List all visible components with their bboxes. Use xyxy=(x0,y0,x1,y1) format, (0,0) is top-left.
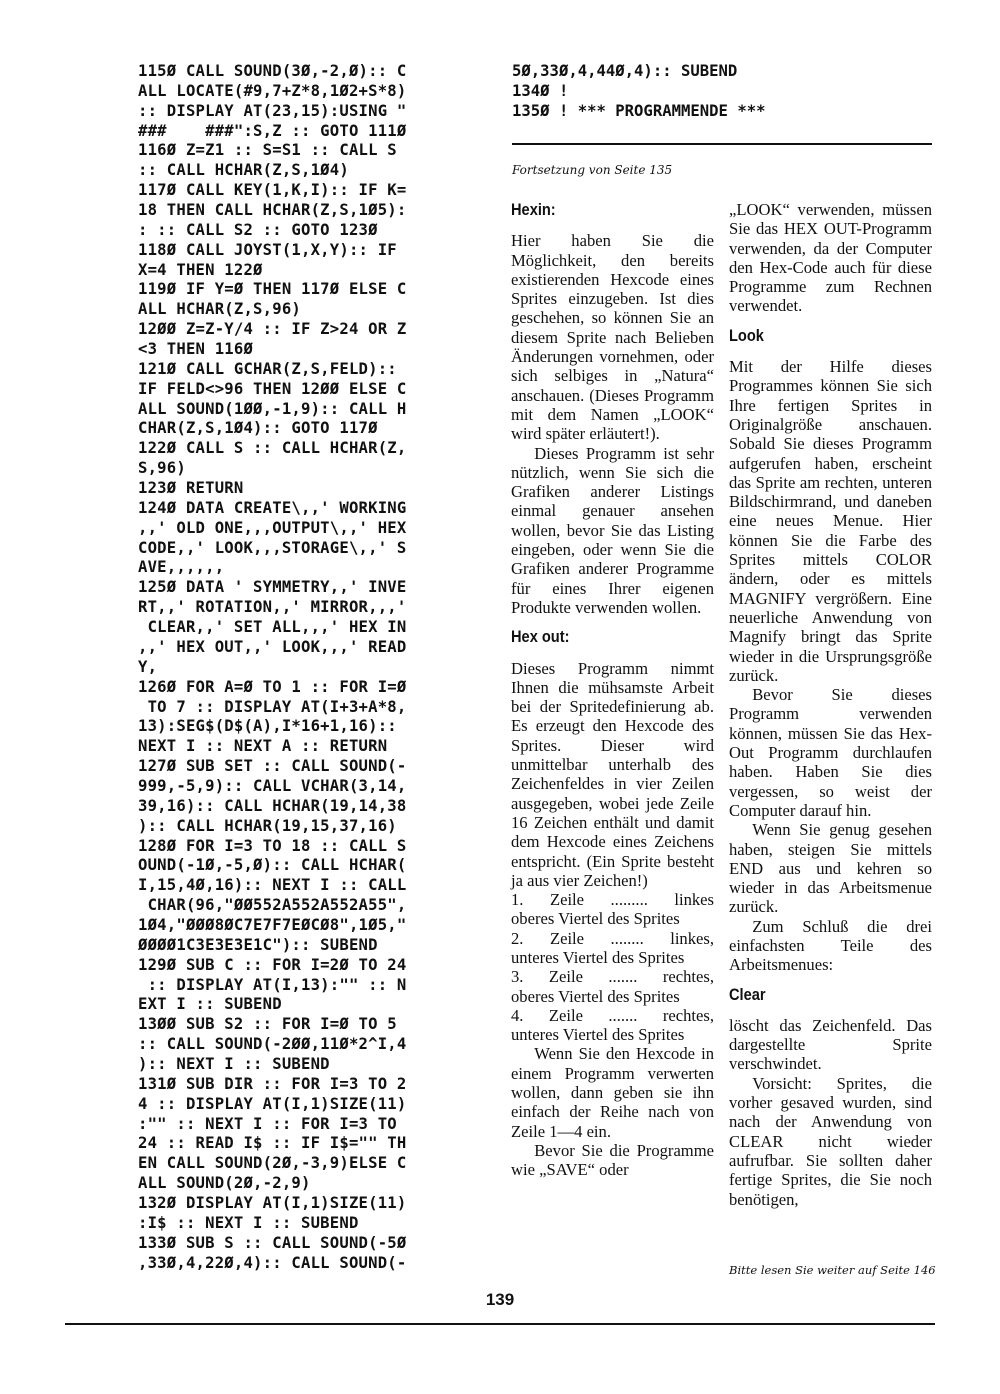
code-line: TO 7 :: DISPLAY AT(I+3+A*8, xyxy=(138,697,407,716)
code-line: :: CALL HCHAR(Z,S,1Ø4) xyxy=(138,161,349,180)
code-line: ØØØØ1C3E3E3E1C"):: SUBEND xyxy=(138,935,378,954)
code-line: 1Ø4,"ØØØ8ØC7E7F7EØCØ8",1Ø5," xyxy=(138,915,407,934)
paragraph: Wenn Sie genug gesehen haben, steigen Sie mittels END aus und kehren so wieder in das Arbeitsmenue zurück. xyxy=(729,820,932,917)
code-line: 116Ø Z=Z1 :: S=S1 :: CALL S xyxy=(138,141,397,160)
list-item: 4. Zeile ....... rechtes, xyxy=(511,1005,714,1025)
article-left-column xyxy=(511,200,714,1180)
code-line: 13):SEG$(D$(A),I*16+1,16):: xyxy=(138,717,397,736)
paragraph: Mit der Hilfe dieses Programmes können Sie sich Ihre fertigen Sprites in Originalgröße anschauen. Sobald Sie dieses Programm aufgerufen haben, erscheint das Sprite am rechten, unteren Bildschirmrand, und daneben eine neues Menue. Hier können Sie die Farbe des Sprites mittels COLOR ändern, oder es mittels MAGNIFY vergrößern. Eine neuerliche Anwendung von Magnify bringt das Sprite wieder in die Ursprungsgröße zurück. xyxy=(729,357,932,685)
section-heading-look: Look xyxy=(729,325,764,345)
code-line: 999,-5,9):: CALL VCHAR(3,14, xyxy=(138,776,407,795)
code-line: EXT I :: SUBEND xyxy=(138,995,282,1014)
code-line: 127Ø SUB SET :: CALL SOUND(- xyxy=(138,757,407,776)
code-line: 5Ø,33Ø,4,44Ø,4):: SUBEND xyxy=(512,62,738,80)
code-line: 115Ø CALL SOUND(3Ø,-2,Ø):: C xyxy=(138,62,407,80)
article-right-column xyxy=(729,200,932,1209)
code-line: 133Ø SUB S :: CALL SOUND(-5Ø xyxy=(138,1233,407,1252)
code-line: EN CALL SOUND(2Ø,-3,9)ELSE C xyxy=(138,1154,407,1173)
code-line: Y, xyxy=(138,657,158,676)
paragraph: Wenn Sie den Hexcode in einem Programm verwerten wollen, dann geben sie ihn einfach der Reihe nach von Zeile 1—4 ein. xyxy=(511,1044,714,1141)
zeilen-list xyxy=(511,890,714,1044)
code-line: ):: CALL HCHAR(19,15,37,16) xyxy=(138,816,397,835)
list-item: 2. Zeile ........ linkes, xyxy=(511,928,714,948)
page-number: 139 xyxy=(485,1290,515,1309)
code-line: ,33Ø,4,22Ø,4):: CALL SOUND(- xyxy=(138,1253,407,1272)
code-line: ALL SOUND(1ØØ,-1,9):: CALL H xyxy=(138,399,407,418)
code-line: ### ###":S,Z :: GOTO 111Ø xyxy=(138,121,407,140)
list-item-desc: unteres Viertel des Sprites xyxy=(511,947,685,967)
list-item-desc: oberes Viertel des Sprites xyxy=(511,986,680,1006)
code-line: S,96) xyxy=(138,459,186,478)
code-line: ALL LOCATE(#9,7+Z*8,1Ø2+S*8) xyxy=(138,81,407,100)
code-line: 135Ø ! *** PROGRAMMENDE *** xyxy=(512,101,766,120)
section-heading-hexin: Hexin: xyxy=(511,200,556,219)
code-line: ALL HCHAR(Z,S,96) xyxy=(138,300,301,319)
code-line: 131Ø SUB DIR :: FOR I=3 TO 2 xyxy=(138,1074,407,1093)
section-heading-hex-out: Hex out: xyxy=(511,627,570,647)
paragraph: Bevor Sie dieses Programm verwenden können, müssen Sie das Hex-Out Programm durchlaufen haben. Haben Sie dies vergessen, so weist der Computer darauf hin. xyxy=(729,685,932,820)
code-line: 128Ø FOR I=3 TO 18 :: CALL S xyxy=(138,836,407,855)
code-line: 117Ø CALL KEY(1,K,I):: IF K= xyxy=(138,181,407,200)
code-line: 118Ø CALL JOYST(1,X,Y):: IF xyxy=(138,240,397,259)
code-line: 39,16):: CALL HCHAR(19,14,38 xyxy=(138,796,407,815)
code-line: CLEAR,,' SET ALL,,,' HEX IN xyxy=(138,618,407,637)
code-line: : :: CALL S2 :: GOTO 123Ø xyxy=(138,220,378,239)
code-line: ,,' OLD ONE,,,OUTPUT\,,' HEX xyxy=(138,518,407,537)
code-line: 126Ø FOR A=Ø TO 1 :: FOR I=Ø xyxy=(138,677,407,696)
code-line: I,15,4Ø,16):: NEXT I :: CALL xyxy=(138,876,407,895)
code-line: 129Ø SUB C :: FOR I=2Ø TO 24 xyxy=(138,955,407,974)
code-line: CHAR(Z,S,1Ø4):: GOTO 117Ø xyxy=(138,419,378,438)
code-line: :: DISPLAY AT(I,13):"" :: N xyxy=(138,975,407,994)
code-line: RT,,' ROTATION,,' MIRROR,,,' xyxy=(138,598,407,617)
code-line: OUND(-1Ø,-5,Ø):: CALL HCHAR( xyxy=(138,856,407,875)
code-line: 24 :: READ I$ :: IF I$="" TH xyxy=(138,1134,407,1153)
code-line: 122Ø CALL S :: CALL HCHAR(Z, xyxy=(138,439,407,458)
code-line: :"" :: NEXT I :: FOR I=3 TO xyxy=(138,1114,397,1133)
code-line: 134Ø ! xyxy=(512,81,569,100)
code-line: 12ØØ Z=Z-Y/4 :: IF Z>24 OR Z xyxy=(138,320,407,339)
code-line: 4 :: DISPLAY AT(I,1)SIZE(11) xyxy=(138,1094,407,1113)
code-line: ALL SOUND(2Ø,-2,9) xyxy=(138,1174,311,1193)
code-line: CODE,,' LOOK,,,STORAGE\,,' S xyxy=(138,538,407,557)
code-line: 13ØØ SUB S2 :: FOR I=Ø TO 5 xyxy=(138,1015,397,1034)
code-line: X=4 THEN 122Ø xyxy=(138,260,263,279)
paragraph: Dieses Programm ist sehr nützlich, wenn Sie sich die Grafiken anderer Listings einmal genauer ansehen wollen, bevor Sie das Listing eingeben, oder wenn Sie die Grafiken anderer Programme für eines Ihrer eigenen Produkte verwenden wollen. xyxy=(511,443,714,617)
separator-rule xyxy=(512,143,932,145)
continued-on-note: Bitte lesen Sie weiter auf Seite 146 xyxy=(729,1263,936,1277)
code-line: 18 THEN CALL HCHAR(Z,S,1Ø5): xyxy=(138,201,407,220)
list-item-desc: oberes Viertel des Sprites xyxy=(511,909,680,929)
code-line: ,,' HEX OUT,,' LOOK,,,' READ xyxy=(138,637,407,656)
code-line: NEXT I :: NEXT A :: RETURN xyxy=(138,737,388,756)
paragraph: löscht das Zeichenfeld. Das dargestellte Sprite verschwindet. xyxy=(729,1015,932,1074)
basic-listing xyxy=(138,62,484,1273)
code-line: ):: NEXT I :: SUBEND xyxy=(138,1054,330,1073)
paragraph: „LOOK“ verwenden, müssen Sie das HEX OUT-Programm verwenden, da der Computer den Hex-Code auch für diese Programme zum Rechnen verwendet. xyxy=(729,200,932,316)
code-line: CHAR(96,"ØØ552A552A552A55", xyxy=(138,896,407,915)
paragraph: Dieses Programm nimmt Ihnen die mühsamste Arbeit bei der Spritedefinierung ab. Es erzeugt den Hexcode des Sprites. Dieser wird unmittelbar unterhalb des Zeichenfeldes in vier Zeilen ausgegeben, wobei jede Zeile 16 Zeichen enthält und damit dem Hexcode eines Zeichens entspricht. (Ein Sprite besteht ja aus vier Zeichen!) xyxy=(511,658,714,890)
paragraph: Zum Schluß die drei einfachsten Teile des Arbeitsmenues: xyxy=(729,916,932,975)
basic-listing-continuation xyxy=(512,62,932,122)
code-line: 132Ø DISPLAY AT(I,1)SIZE(11) xyxy=(138,1193,407,1212)
code-line: :: DISPLAY AT(23,15):USING " xyxy=(138,101,407,120)
section-heading-clear: Clear xyxy=(729,984,766,1004)
code-line: IF FELD<>96 THEN 12ØØ ELSE C xyxy=(138,379,407,398)
code-line: :I$ :: NEXT I :: SUBEND xyxy=(138,1213,359,1232)
code-line: 123Ø RETURN xyxy=(138,479,244,498)
continuation-note: Fortsetzung von Seite 135 xyxy=(512,163,673,177)
list-item: 3. Zeile ....... rechtes, xyxy=(511,967,714,987)
code-line: 121Ø CALL GCHAR(Z,S,FELD):: xyxy=(138,359,397,378)
paragraph: Bevor Sie die Programme wie „SAVE“ oder xyxy=(511,1140,714,1180)
code-line: <3 THEN 116Ø xyxy=(138,340,254,359)
list-item: 1. Zeile ......... linkes xyxy=(511,890,714,910)
code-line: :: CALL SOUND(-2ØØ,11Ø*2^I,4 xyxy=(138,1035,407,1054)
paragraph: Hier haben Sie die Möglichkeit, den bereits existierenden Hexcode eines Sprites einzugeben. Ist dies geschehen, so können Sie an diesem Sprite nach Belieben Änderungen vornehmen, oder sich selbiges in „Natura“ anschauen. (Dieses Programm mit dem Namen „LOOK“ wird später erläutert!). xyxy=(511,231,714,444)
code-line: AVE,,,,,, xyxy=(138,558,225,577)
code-line: 119Ø IF Y=Ø THEN 117Ø ELSE C xyxy=(138,280,407,299)
paragraph: Vorsicht: Sprites, die vorher gesaved wurden, sind nach der Anwendung von CLEAR nicht wieder aufrufbar. Sie sollten daher fertige Sprites, die Sie noch benötigen, xyxy=(729,1073,932,1209)
footer-rule xyxy=(65,1323,935,1325)
list-item-desc: unteres Viertel des Sprites xyxy=(511,1025,685,1045)
code-line: 125Ø DATA ' SYMMETRY,,' INVE xyxy=(138,578,407,597)
code-line: 124Ø DATA CREATE\,,' WORKING xyxy=(138,498,407,517)
